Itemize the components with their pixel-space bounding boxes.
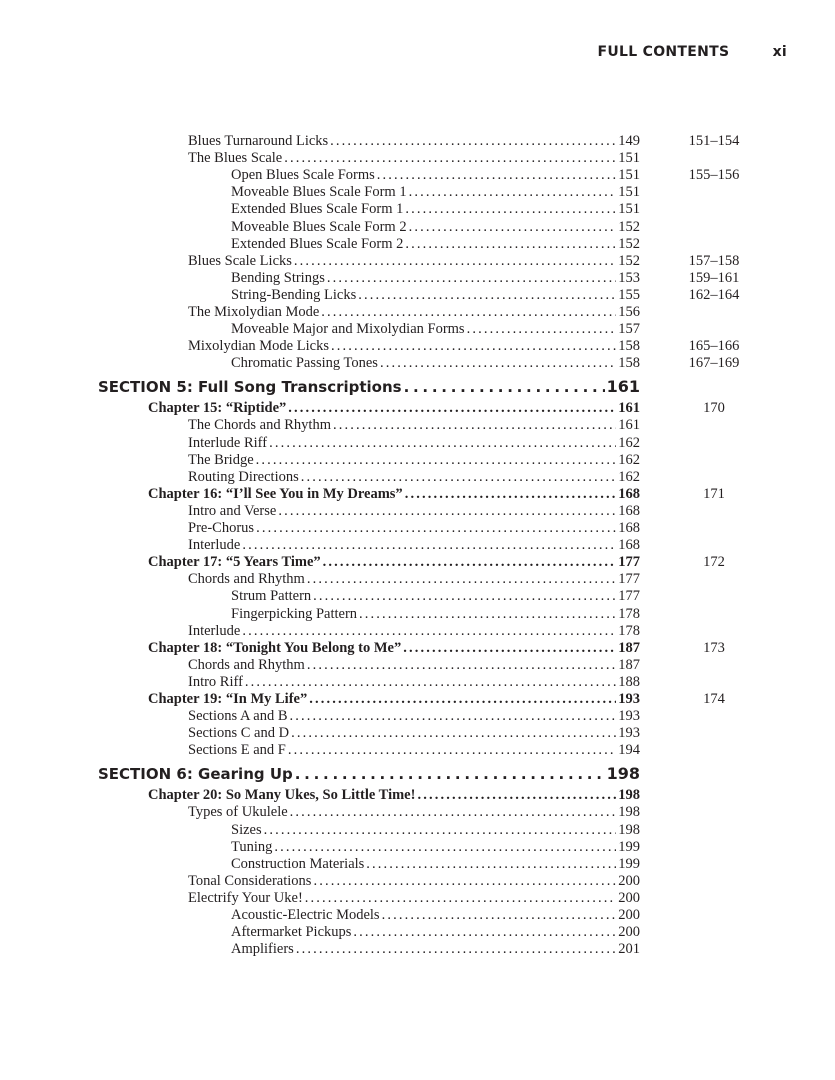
entry-title: Intro Riff	[188, 673, 243, 690]
dot-leader	[294, 253, 616, 270]
toc-entry[interactable]	[188, 742, 640, 759]
entry-title: Chromatic Passing Tones	[231, 355, 378, 372]
dot-leader	[405, 236, 616, 253]
toc-entry[interactable]	[231, 287, 640, 304]
toc-entry[interactable]	[231, 941, 640, 958]
entry-page-number: 152	[618, 218, 640, 235]
toc-chapter[interactable]	[148, 787, 640, 804]
track-reference: 173	[703, 639, 725, 656]
entry-page-number: 158	[618, 355, 640, 372]
toc-entry[interactable]	[231, 321, 640, 338]
toc-entry[interactable]	[231, 219, 640, 236]
dot-leader	[288, 742, 616, 759]
dot-leader	[380, 355, 616, 372]
toc-entry[interactable]	[188, 571, 640, 588]
entry-page-number: 168	[618, 537, 640, 554]
dot-leader	[290, 804, 617, 821]
toc-chapter[interactable]	[148, 400, 640, 417]
track-reference: 162–164	[688, 286, 740, 303]
toc-entry[interactable]	[231, 167, 640, 184]
entry-title: Sections A and B	[188, 708, 288, 725]
dot-leader	[377, 167, 616, 184]
dot-leader	[295, 764, 605, 784]
dot-leader	[274, 839, 616, 856]
entry-title: Chapter 17: “5 Years Time”	[148, 554, 321, 571]
dot-leader	[313, 588, 616, 605]
toc-entry[interactable]	[231, 355, 640, 372]
toc-entry[interactable]	[231, 856, 640, 873]
toc-entry[interactable]	[188, 873, 640, 890]
track-reference: 165–166	[688, 338, 740, 355]
entry-page-number: 178	[618, 605, 640, 622]
toc-entry[interactable]	[188, 435, 640, 452]
entry-page-number: 157	[618, 321, 640, 338]
toc-entry[interactable]	[188, 503, 640, 520]
entry-page-number: 193	[618, 725, 640, 742]
entry-page-number: 151	[618, 150, 640, 167]
toc-entry[interactable]	[188, 253, 640, 270]
entry-page-number: 199	[618, 855, 640, 872]
toc-entry[interactable]	[188, 150, 640, 167]
entry-page-number: 177	[618, 571, 640, 588]
toc-entry[interactable]	[188, 304, 640, 321]
entry-title: Aftermarket Pickups	[231, 924, 352, 941]
toc-entry[interactable]	[188, 520, 640, 537]
entry-title: Sizes	[231, 821, 262, 838]
track-reference: 172	[703, 554, 725, 571]
track-reference: 170	[703, 400, 725, 417]
entry-title: The Mixolydian Mode	[188, 304, 320, 320]
entry-title: Chapter 19: “In My Life”	[148, 691, 308, 707]
entry-page-number: 177	[618, 554, 640, 571]
entry-title: Interlude	[188, 622, 241, 639]
toc-section[interactable]	[98, 377, 640, 397]
entry-page-number: 162	[618, 468, 640, 485]
entry-page-number: 198	[618, 804, 640, 821]
dot-leader	[403, 640, 616, 657]
entry-page-number: 151	[618, 167, 640, 184]
entry-title: Chapter 18: “Tonight You Belong to Me”	[148, 639, 402, 656]
entry-page-number: 155	[618, 286, 640, 303]
entry-title: The Chords and Rhythm	[188, 417, 331, 434]
dot-leader	[278, 503, 616, 520]
entry-page-number: 156	[618, 304, 640, 320]
dot-leader	[256, 452, 617, 469]
entry-title: The Blues Scale	[188, 150, 283, 167]
toc-entry[interactable]	[188, 537, 640, 554]
dot-leader	[301, 469, 616, 486]
entry-title: Extended Blues Scale Form 1	[231, 201, 404, 218]
toc-entry[interactable]	[188, 804, 640, 821]
entry-page-number: 153	[618, 269, 640, 286]
dot-leader	[307, 657, 616, 674]
entry-title: Intro and Verse	[188, 502, 277, 519]
track-reference: 171	[703, 485, 725, 502]
entry-page-number: 201	[618, 941, 640, 958]
toc-entry[interactable]	[188, 708, 640, 725]
dot-leader	[245, 674, 616, 691]
entry-title: Construction Materials	[231, 855, 365, 872]
dot-leader	[366, 856, 616, 873]
entry-page-number: 162	[618, 434, 640, 451]
entry-title: Fingerpicking Pattern	[231, 605, 358, 622]
entry-title: Amplifiers	[231, 941, 294, 958]
entry-title: Moveable Blues Scale Form 1	[231, 184, 407, 201]
track-reference: 174	[703, 691, 725, 707]
dot-leader	[321, 304, 616, 321]
entry-page-number: 149	[618, 133, 640, 149]
track-reference: 155–156	[688, 167, 740, 184]
entry-title: SECTION 5: Full Song Transcriptions	[98, 378, 402, 397]
entry-title: Sections E and F	[188, 742, 286, 759]
entry-page-number: 152	[618, 235, 640, 252]
entry-page-number: 151	[618, 201, 640, 218]
entry-title: Moveable Blues Scale Form 2	[231, 218, 407, 235]
dot-leader	[305, 890, 616, 907]
entry-title: Sections C and D	[188, 725, 290, 742]
entry-title: Bending Strings	[231, 269, 325, 286]
dot-leader	[330, 133, 616, 150]
entry-page-number: 187	[618, 639, 640, 656]
dot-leader	[382, 907, 617, 924]
entry-title: The Bridge	[188, 451, 254, 468]
dot-leader	[323, 554, 617, 571]
track-reference: 159–161	[688, 269, 740, 286]
entry-title: Types of Ukulele	[188, 804, 288, 821]
entry-page-number: 168	[618, 485, 640, 502]
entry-title: Acoustic-Electric Models	[231, 907, 380, 923]
header-page-number: xi	[772, 44, 787, 60]
entry-title: Strum Pattern	[231, 588, 312, 605]
toc-entry[interactable]	[188, 674, 640, 691]
entry-page-number: 152	[618, 252, 640, 269]
toc-entry[interactable]	[231, 588, 640, 605]
dot-leader	[353, 924, 616, 941]
dot-leader	[264, 822, 617, 839]
entry-page-number: 187	[618, 656, 640, 673]
toc-entry[interactable]	[231, 606, 640, 623]
entry-page-number: 200	[618, 924, 640, 941]
dot-leader	[327, 270, 616, 287]
entry-title: Electrify Your Uke!	[188, 889, 303, 906]
dot-leader	[307, 571, 616, 588]
toc-chapter[interactable]	[148, 486, 640, 503]
entry-page-number: 158	[618, 338, 640, 355]
entry-page-number: 200	[618, 907, 640, 923]
toc-chapter[interactable]	[148, 691, 640, 708]
entry-page-number: 161	[606, 377, 640, 397]
entry-page-number: 161	[618, 417, 640, 434]
entry-title: Open Blues Scale Forms	[231, 167, 375, 184]
toc-entry[interactable]	[188, 657, 640, 674]
entry-title: Blues Turnaround Licks	[188, 133, 329, 149]
entry-title: Chords and Rhythm	[188, 571, 305, 588]
dot-leader	[296, 941, 616, 958]
entry-page-number: 198	[618, 787, 640, 804]
entry-title: Mixolydian Mode Licks	[188, 338, 329, 355]
dot-leader	[291, 725, 616, 742]
entry-title: Routing Directions	[188, 468, 299, 485]
toc-entry[interactable]	[231, 201, 640, 218]
dot-leader	[242, 537, 616, 554]
track-reference: 167–169	[688, 355, 740, 372]
toc-entry[interactable]	[188, 725, 640, 742]
entry-page-number: 200	[618, 872, 640, 889]
entry-title: String-Bending Licks	[231, 286, 357, 303]
toc-section[interactable]	[98, 764, 640, 784]
toc-entry[interactable]	[231, 236, 640, 253]
dot-leader	[242, 623, 616, 640]
entry-title: SECTION 6: Gearing Up	[98, 765, 293, 784]
dot-leader	[405, 486, 617, 503]
entry-page-number: 199	[618, 838, 640, 855]
dot-leader	[359, 606, 616, 623]
track-reference: 157–158	[688, 252, 740, 269]
entry-page-number: 193	[618, 691, 640, 707]
dot-leader	[409, 184, 617, 201]
toc-entry[interactable]	[231, 822, 640, 839]
entry-title: Moveable Major and Mixolydian Forms	[231, 321, 465, 338]
header-title: FULL CONTENTS	[597, 44, 730, 60]
entry-title: Interlude	[188, 537, 241, 554]
entry-page-number: 194	[618, 742, 640, 759]
entry-title: Chapter 20: So Many Ukes, So Little Time!	[148, 787, 416, 804]
toc-entry[interactable]	[188, 469, 640, 486]
dot-leader	[417, 787, 616, 804]
dot-leader	[256, 520, 616, 537]
toc-entry[interactable]	[188, 452, 640, 469]
entry-page-number: 198	[618, 821, 640, 838]
dot-leader	[331, 338, 616, 355]
toc-entry[interactable]	[188, 890, 640, 907]
entry-page-number: 162	[618, 451, 640, 468]
entry-title: Tonal Considerations	[188, 872, 312, 889]
entry-page-number: 198	[606, 764, 640, 784]
toc-entry[interactable]	[188, 417, 640, 434]
entry-title: Extended Blues Scale Form 2	[231, 235, 404, 252]
dot-leader	[405, 201, 616, 218]
toc-entry[interactable]	[231, 839, 640, 856]
entry-page-number: 178	[618, 622, 640, 639]
running-header	[597, 44, 787, 60]
entry-title: Blues Scale Licks	[188, 252, 292, 269]
toc-entry[interactable]	[231, 907, 640, 924]
entry-title: Interlude Riff	[188, 434, 268, 451]
toc-chapter[interactable]	[148, 640, 640, 657]
entry-page-number: 177	[618, 588, 640, 605]
dot-leader	[467, 321, 617, 338]
entry-title: Chapter 16: “I’ll See You in My Dreams”	[148, 485, 403, 502]
entry-page-number: 168	[618, 502, 640, 519]
toc-entry[interactable]	[231, 924, 640, 941]
track-reference: 151–154	[688, 133, 740, 149]
entry-page-number: 200	[618, 889, 640, 906]
toc-chapter[interactable]	[148, 554, 640, 571]
dot-leader	[358, 287, 616, 304]
dot-leader	[313, 873, 616, 890]
entry-page-number: 193	[618, 708, 640, 725]
entry-page-number: 188	[618, 673, 640, 690]
dot-leader	[309, 691, 616, 708]
entry-page-number: 151	[618, 184, 640, 201]
entry-title: Pre-Chorus	[188, 520, 255, 536]
toc-entry[interactable]	[188, 133, 640, 150]
toc-entry[interactable]	[188, 338, 640, 355]
toc-entry[interactable]	[188, 623, 640, 640]
entry-page-number: 168	[618, 520, 640, 536]
entry-title: Tuning	[231, 838, 273, 855]
toc-entry[interactable]	[231, 184, 640, 201]
dot-leader	[290, 708, 617, 725]
entry-page-number: 161	[618, 400, 640, 417]
dot-leader	[333, 417, 616, 434]
entry-title: Chords and Rhythm	[188, 656, 305, 673]
toc-entry[interactable]	[231, 270, 640, 287]
dot-leader	[284, 150, 616, 167]
dot-leader	[269, 435, 616, 452]
dot-leader	[288, 400, 616, 417]
dot-leader	[409, 219, 617, 236]
entry-title: Chapter 15: “Riptide”	[148, 400, 287, 417]
dot-leader	[404, 377, 605, 397]
